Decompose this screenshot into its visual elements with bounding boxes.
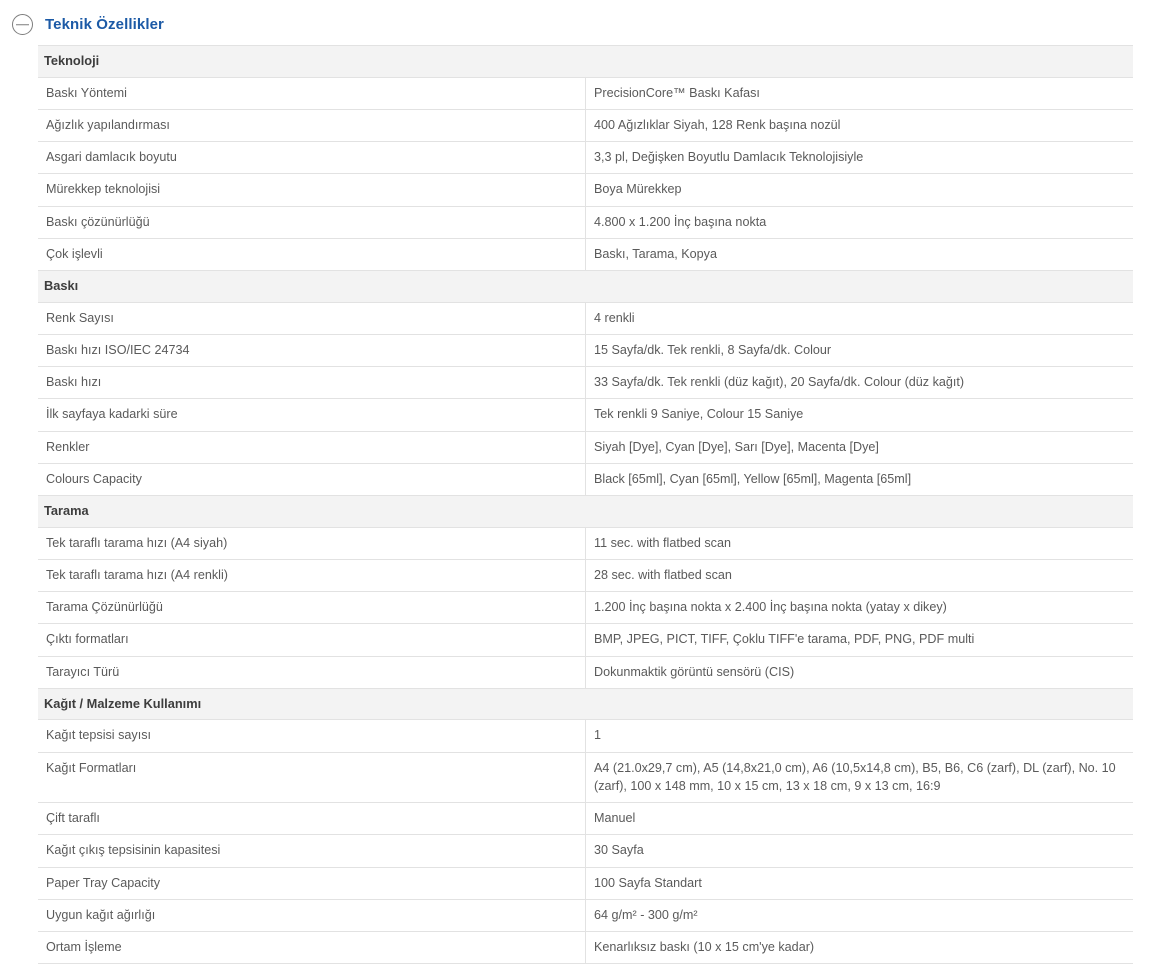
row-label: Renk Sayısı xyxy=(38,302,586,334)
spec-section-header[interactable] xyxy=(0,0,1173,45)
row-label: Tarayıcı Türü xyxy=(38,656,586,688)
table-row xyxy=(38,932,1133,964)
row-label: Kağıt çıkış tepsisinin kapasitesi xyxy=(38,835,586,867)
page-title: Teknik Özellikler xyxy=(45,16,164,33)
group-label: Baskı xyxy=(38,271,1133,303)
row-value: 11 sec. with flatbed scan xyxy=(586,527,1134,559)
row-label: Baskı hızı ISO/IEC 24734 xyxy=(38,334,586,366)
table-row xyxy=(38,302,1133,334)
row-value: PrecisionCore™ Baskı Kafası xyxy=(586,77,1134,109)
row-value: 3,3 pl, Değişken Boyutlu Damlacık Teknolojisiyle xyxy=(586,142,1134,174)
table-row xyxy=(38,592,1133,624)
table-row xyxy=(38,174,1133,206)
row-label: Tek taraflı tarama hızı (A4 renkli) xyxy=(38,559,586,591)
table-row xyxy=(38,399,1133,431)
row-value: 33 Sayfa/dk. Tek renkli (düz kağıt), 20 Sayfa/dk. Colour (düz kağıt) xyxy=(586,367,1134,399)
table-group-header xyxy=(38,46,1133,78)
table-row xyxy=(38,656,1133,688)
row-value: 400 Ağızlıklar Siyah, 128 Renk başına nozül xyxy=(586,109,1134,141)
row-label: Baskı hızı xyxy=(38,367,586,399)
table-row xyxy=(38,624,1133,656)
table-row xyxy=(38,720,1133,752)
row-value: Dokunmaktik görüntü sensörü (CIS) xyxy=(586,656,1134,688)
row-label: Ortam İşleme xyxy=(38,932,586,964)
row-value: 64 g/m² - 300 g/m² xyxy=(586,899,1134,931)
row-label: Asgari damlacık boyutu xyxy=(38,142,586,174)
row-value: 15 Sayfa/dk. Tek renkli, 8 Sayfa/dk. Colour xyxy=(586,334,1134,366)
row-label: Kağıt Formatları xyxy=(38,752,586,803)
row-value: 28 sec. with flatbed scan xyxy=(586,559,1134,591)
row-label: Tarama Çözünürlüğü xyxy=(38,592,586,624)
group-label: Tarama xyxy=(38,496,1133,528)
row-value: 100 Sayfa Standart xyxy=(586,867,1134,899)
row-label: Baskı çözünürlüğü xyxy=(38,206,586,238)
table-row xyxy=(38,867,1133,899)
table-row xyxy=(38,559,1133,591)
row-label: Baskı Yöntemi xyxy=(38,77,586,109)
row-value: Tek renkli 9 Saniye, Colour 15 Saniye xyxy=(586,399,1134,431)
row-value: 4.800 x 1.200 İnç başına nokta xyxy=(586,206,1134,238)
table-row xyxy=(38,77,1133,109)
row-label: Ağızlık yapılandırması xyxy=(38,109,586,141)
row-value: A4 (21.0x29,7 cm), A5 (14,8x21,0 cm), A6 (10,5x14,8 cm), B5, B6, C6 (zarf), DL (zarf), No. 10 (zarf), 100 x 148 mm, 10 x 15 cm, 13 x 18 cm, 9 x 13 cm, 16:9 xyxy=(586,752,1134,803)
row-label: Tek taraflı tarama hızı (A4 siyah) xyxy=(38,527,586,559)
table-row xyxy=(38,238,1133,270)
row-value: Black [65ml], Cyan [65ml], Yellow [65ml], Magenta [65ml] xyxy=(586,463,1134,495)
group-label: Kağıt / Malzeme Kullanımı xyxy=(38,688,1133,720)
row-value: 30 Sayfa xyxy=(586,835,1134,867)
row-value: Manuel xyxy=(586,803,1134,835)
spec-table-body xyxy=(38,46,1133,964)
table-row xyxy=(38,142,1133,174)
table-row xyxy=(38,431,1133,463)
table-row xyxy=(38,206,1133,238)
table-row xyxy=(38,463,1133,495)
table-row xyxy=(38,109,1133,141)
table-group-header xyxy=(38,496,1133,528)
row-value: 4 renkli xyxy=(586,302,1134,334)
row-value: Kenarlıksız baskı (10 x 15 cm'ye kadar) xyxy=(586,932,1134,964)
minus-circle-icon[interactable] xyxy=(12,14,33,35)
table-row xyxy=(38,334,1133,366)
table-row xyxy=(38,527,1133,559)
row-label: Kağıt tepsisi sayısı xyxy=(38,720,586,752)
row-value: 1.200 İnç başına nokta x 2.400 İnç başına nokta (yatay x dikey) xyxy=(586,592,1134,624)
row-label: Çok işlevli xyxy=(38,238,586,270)
row-label: Çıktı formatları xyxy=(38,624,586,656)
row-label: Çift taraflı xyxy=(38,803,586,835)
row-label: Uygun kağıt ağırlığı xyxy=(38,899,586,931)
table-group-header xyxy=(38,271,1133,303)
group-label: Teknoloji xyxy=(38,46,1133,78)
table-row xyxy=(38,367,1133,399)
table-group-header xyxy=(38,688,1133,720)
row-label: Renkler xyxy=(38,431,586,463)
table-row xyxy=(38,835,1133,867)
row-label: Mürekkep teknolojisi xyxy=(38,174,586,206)
table-row xyxy=(38,752,1133,803)
spec-table-container xyxy=(0,45,1173,964)
row-value: Siyah [Dye], Cyan [Dye], Sarı [Dye], Macenta [Dye] xyxy=(586,431,1134,463)
table-row xyxy=(38,899,1133,931)
row-label: İlk sayfaya kadarki süre xyxy=(38,399,586,431)
row-label: Colours Capacity xyxy=(38,463,586,495)
spec-table xyxy=(38,45,1133,964)
row-value: Baskı, Tarama, Kopya xyxy=(586,238,1134,270)
row-value: Boya Mürekkep xyxy=(586,174,1134,206)
row-label: Paper Tray Capacity xyxy=(38,867,586,899)
row-value: 1 xyxy=(586,720,1134,752)
row-value: BMP, JPEG, PICT, TIFF, Çoklu TIFF'e tarama, PDF, PNG, PDF multi xyxy=(586,624,1134,656)
